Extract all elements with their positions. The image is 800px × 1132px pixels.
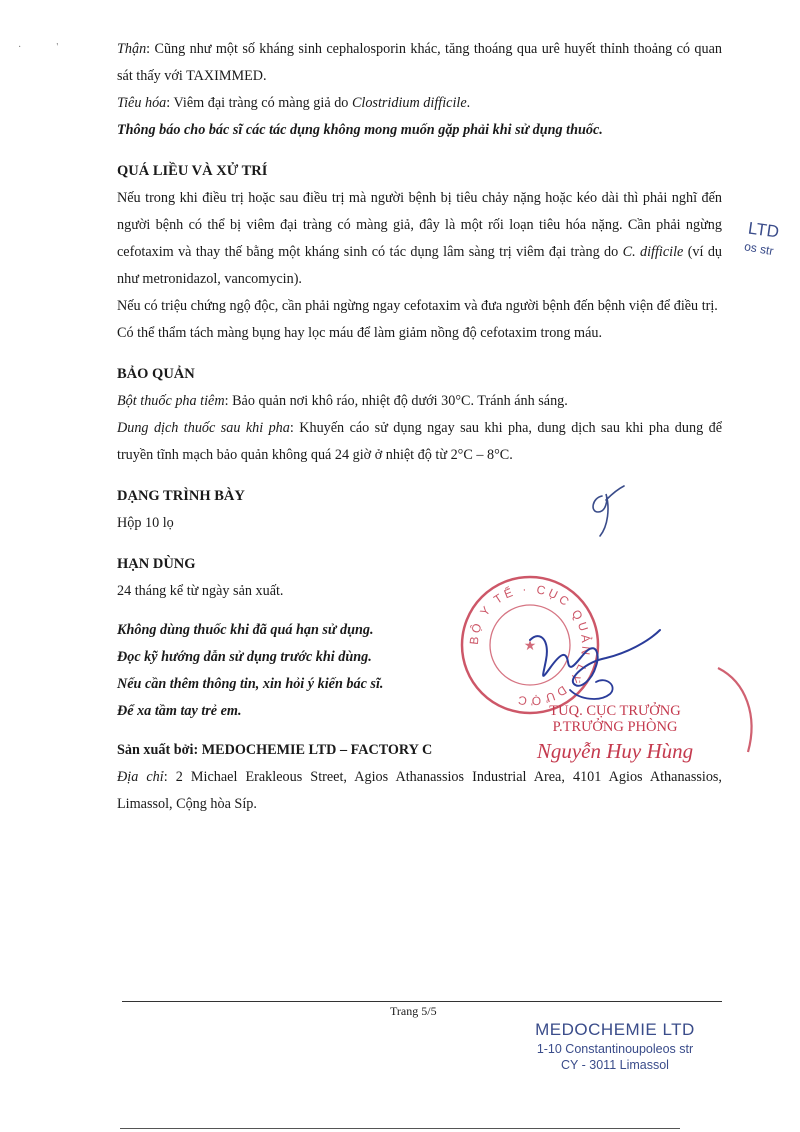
digestive-organism: Clostridium difficile — [351, 95, 467, 111]
storage-powder — [117, 388, 722, 415]
overdose-paragraph-3: Có thể thẩm tách màng bụng hay lọc máu để làm giảm nồng độ cefotaxim trong máu. — [117, 325, 603, 341]
manufacturer-name: MEDOCHEMIE LTD – FACTORY C — [201, 742, 433, 758]
storage-powder-label: Bột thuốc pha tiêm — [117, 393, 225, 409]
presentation-heading: DẠNG TRÌNH BÀY — [117, 488, 245, 504]
address-label: Địa chỉ — [117, 769, 164, 785]
warning-line: Không dùng thuốc khi đã quá hạn sử dụng. — [117, 622, 374, 638]
storage-solution-text: : Khuyến cáo sử dụng ngay sau khi pha, dung dịch sau khi pha dung để truyền tĩnh mạch bảo quản không quá 24 giờ ở nhiệt độ từ 2°C – 8°C. — [117, 420, 722, 463]
company-stamp — [515, 1019, 715, 1073]
edge-stamp-line-1: LTD — [747, 218, 781, 242]
side-effect-notice: Thông báo cho bác sĩ các tác dụng không mong muốn gặp phải khi sử dụng thuốc. — [117, 122, 603, 138]
presentation-text: Hộp 10 lọ — [117, 515, 174, 531]
kidney-label: Thận — [117, 41, 147, 57]
page-number: Trang 5/5 — [390, 1004, 437, 1018]
company-stamp-address: 1-10 Constantinoupoleos str — [536, 1042, 694, 1056]
digestive-text-end: . — [466, 95, 471, 111]
overdose-heading: QUÁ LIỀU VÀ XỬ TRÍ — [117, 163, 268, 179]
digestive-label: Tiêu hóa — [117, 95, 167, 111]
stamp-title-1: TUQ. CỤC TRƯỞNG — [549, 703, 681, 719]
overdose-paragraph-2: Nếu có triệu chứng ngộ độc, cần phải ngừng ngay cefotaxim và đưa người bệnh đến bệnh viện để điều trị. — [117, 298, 718, 314]
overdose-p1-text: Nếu trong khi điều trị hoặc sau điều trị mà người bệnh bị tiêu chảy nặng hoặc kéo dài thì phải nghĩ đến người bệnh có thể bị viêm đại tràng có màng giả, đây là một rối loạn tiêu hóa nặng. Cần phải ngừng cefotaxim và thay thế bằng một kháng sinh có tác dụng lâm sàng trị viêm đại tràng do — [117, 190, 722, 260]
bottom-edge-line — [120, 1128, 680, 1129]
stamp-signer-name: Nguyễn Huy Hùng — [536, 739, 694, 763]
storage-solution — [117, 415, 722, 469]
overdose-p1-organism: C. difficile — [622, 244, 684, 260]
footer-divider — [122, 1001, 722, 1002]
manufacturer-address — [117, 764, 722, 818]
partial-seal-icon — [700, 660, 760, 770]
warning-line: Để xa tầm tay trẻ em. — [117, 703, 242, 719]
warning-line: Nếu cần thêm thông tin, xin hỏi ý kiến bác sĩ. — [117, 676, 384, 692]
expiry-text: 24 tháng kể từ ngày sản xuất. — [117, 583, 284, 599]
digestive-text: : Viêm đại tràng có màng giả do — [166, 95, 352, 111]
edge-stamp-line-2: os str — [743, 239, 775, 259]
svg-text:★: ★ — [523, 639, 537, 654]
edge-company-stamp — [743, 218, 800, 259]
warning-line: Đọc kỹ hướng dẫn sử dụng trước khi dùng. — [117, 649, 372, 665]
company-stamp-name: MEDOCHEMIE LTD — [535, 1020, 695, 1039]
side-effect-kidney — [117, 36, 722, 90]
overdose-p1-end: (ví dụ như metronidazol, vancomycin). — [117, 244, 723, 287]
address-text: : 2 Michael Erakleous Street, Agios Athanassios Industrial Area, 4101 Agios Athanassios, Limassol, Cộng hòa Síp. — [117, 769, 722, 812]
stamp-title-2: P.TRƯỞNG PHÒNG — [552, 719, 678, 735]
side-effect-digestive — [117, 90, 722, 117]
storage-heading: BẢO QUẢN — [117, 366, 195, 382]
seal-text: BỘ Y TẾ · CỤC QUẢN LÝ DƯỢC — [466, 581, 594, 709]
company-stamp-city: CY - 3011 Limassol — [561, 1058, 669, 1072]
storage-powder-text: : Bảo quản nơi khô ráo, nhiệt độ dưới 30°C. Tránh ánh sáng. — [224, 393, 568, 409]
kidney-text: : Cũng như một số kháng sinh cephalosporin khác, tăng thoáng qua urê huyết thỉnh thoảng có quan sát thấy với TAXIMMED. — [117, 41, 722, 84]
overdose-paragraph-1 — [117, 185, 722, 293]
official-approval-stamp — [525, 703, 705, 765]
initials-mark — [580, 478, 640, 548]
manufacturer-label: Sản xuất bởi: — [117, 742, 202, 758]
scan-speck: · ' — [18, 42, 59, 53]
storage-solution-label: Dung dịch thuốc sau khi pha — [117, 420, 290, 436]
expiry-heading: HẠN DÙNG — [117, 556, 196, 572]
